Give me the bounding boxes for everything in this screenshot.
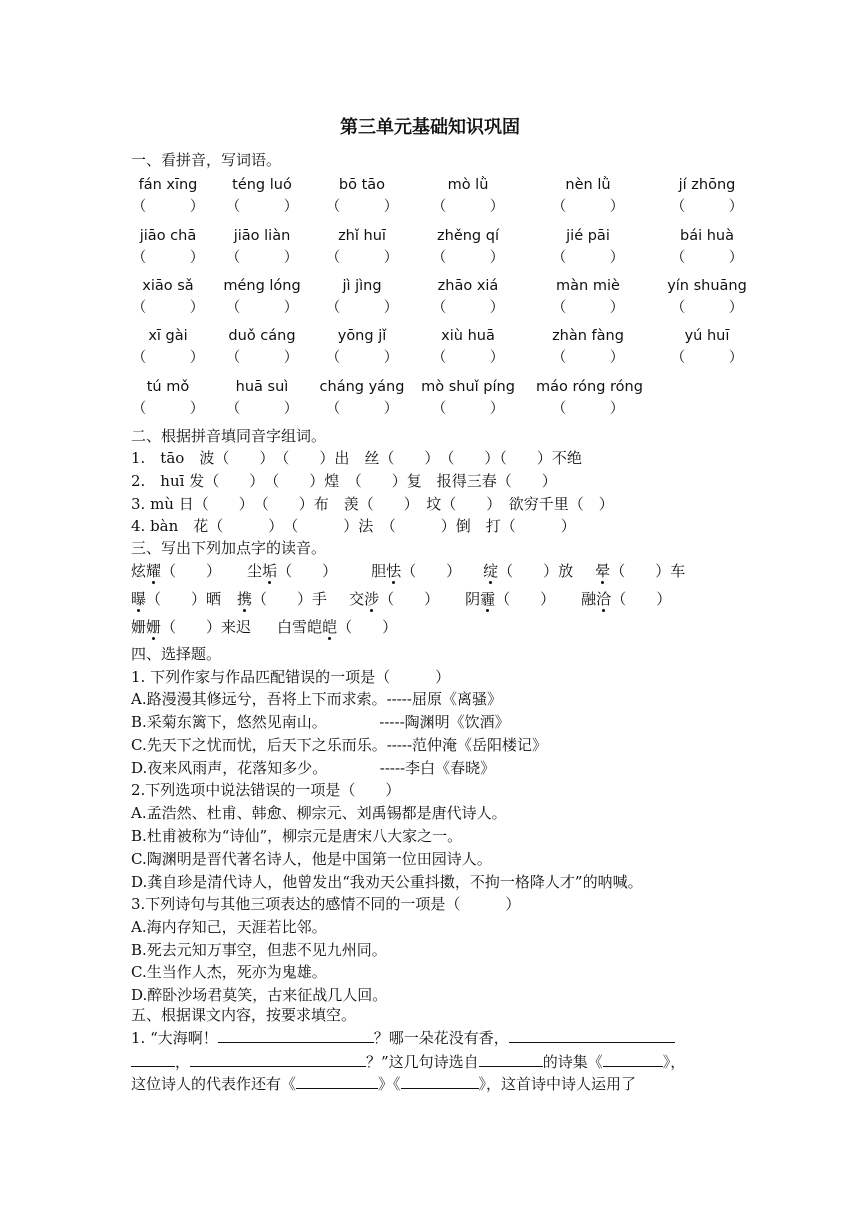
homophone-line-2: 2. huī 发（ ） （ ）煌 （ ）复 报得三春（ ） bbox=[131, 472, 557, 490]
pinyin-label: xiāo sǎ bbox=[142, 278, 194, 294]
fill-blank[interactable] bbox=[296, 1074, 378, 1089]
answer-blank: （ ） bbox=[161, 562, 222, 580]
answer-blank[interactable]: （ ） bbox=[670, 250, 744, 266]
pinyin-label: jié pāi bbox=[566, 228, 610, 244]
homophone-line-1: 1. tāo 波（ ） （ ）出 丝（ ） （ ）（ ）不绝 bbox=[131, 449, 582, 467]
dotted-char: 晕 bbox=[595, 562, 611, 580]
dotted-char: 洽 bbox=[596, 590, 612, 608]
dotted-char: 怯 bbox=[386, 562, 402, 580]
answer-blank[interactable]: （ ） bbox=[431, 300, 505, 316]
dotted-char: 垢 bbox=[262, 562, 278, 580]
choice-line: B.死去元知万事空，但悲不见九州同。 bbox=[131, 941, 387, 959]
answer-blank[interactable]: （ ） bbox=[131, 300, 205, 316]
answer-blank[interactable]: （ ） bbox=[431, 401, 505, 417]
answer-blank[interactable]: （ ） bbox=[431, 250, 505, 266]
dotted-char: 皑 bbox=[322, 618, 338, 636]
answer-blank[interactable]: （ ） bbox=[325, 199, 399, 215]
pinyin-label: bái huà bbox=[680, 228, 734, 244]
answer-blank: （ ） bbox=[379, 590, 440, 608]
answer-blank[interactable]: （ ） bbox=[225, 250, 299, 266]
char: 白雪 bbox=[277, 618, 308, 636]
section-1-heading: 一、看拼音，写词语。 bbox=[131, 151, 282, 169]
pinyin-label: jiāo liàn bbox=[233, 228, 291, 244]
choice-line: C.生当作人杰，死亦为鬼雄。 bbox=[131, 963, 327, 981]
dotted-char: 绽 bbox=[483, 562, 499, 580]
fill-text: 的诗集《 bbox=[542, 1053, 603, 1071]
pinyin-label: jiāo chā bbox=[139, 228, 197, 244]
dotted-char: 曝 bbox=[131, 590, 147, 608]
choice-line: A.孟浩然、杜甫、韩愈、柳宗元、刘禹锡都是唐代诗人。 bbox=[131, 804, 507, 822]
choice-line: D.醉卧沙场君莫笑，古来征战几人回。 bbox=[131, 986, 388, 1004]
answer-blank[interactable]: （ ） bbox=[131, 350, 205, 366]
answer-blank[interactable]: （ ） bbox=[551, 401, 625, 417]
fill-blank[interactable] bbox=[603, 1052, 663, 1067]
answer-blank: （ ） bbox=[495, 590, 556, 608]
char: 交 bbox=[349, 590, 365, 608]
homophone-line-4: 4. bàn 花（ ） （ ）法 （ ）倒 打（ ） bbox=[131, 517, 576, 535]
pinyin-label: cháng yáng bbox=[319, 379, 405, 395]
pinyin-label: téng luó bbox=[232, 177, 292, 193]
dotted-char: 涉 bbox=[364, 590, 380, 608]
char: 融 bbox=[581, 590, 597, 608]
pinyin-label: mò lǜ bbox=[447, 177, 489, 193]
choice-line: 2.下列选项中说法错误的一项是（ ） bbox=[131, 781, 401, 799]
pinyin-label: xī gài bbox=[148, 328, 188, 344]
fill-text: 》， bbox=[662, 1053, 686, 1071]
fill-text: 1. “大海啊！ bbox=[131, 1029, 218, 1047]
fill-line-3 bbox=[131, 1074, 636, 1094]
fill-text: ？”这几句诗选自 bbox=[366, 1053, 479, 1071]
choice-line: A.海内存知己，天涯若比邻。 bbox=[131, 918, 327, 936]
pinyin-label: yōng jǐ bbox=[337, 328, 387, 344]
dotted-char: 耀 bbox=[146, 562, 162, 580]
dotted-char: 姗 bbox=[146, 618, 162, 636]
reading-row-2 bbox=[131, 589, 671, 609]
answer-blank: （ ） bbox=[277, 562, 338, 580]
choice-line: C.先天下之忧而忧，后天下之乐而乐。-----范仲淹《岳阳楼记》 bbox=[131, 736, 548, 754]
fill-line-1 bbox=[131, 1028, 675, 1048]
answer-blank[interactable]: （ ） bbox=[131, 199, 205, 215]
answer-blank[interactable]: （ ） bbox=[225, 350, 299, 366]
fill-text: ， bbox=[175, 1053, 191, 1071]
char: 阴 bbox=[465, 590, 481, 608]
pinyin-label: bō tāo bbox=[338, 177, 386, 193]
pinyin-label: huā suì bbox=[235, 379, 289, 395]
pinyin-label: mò shuǐ píng bbox=[421, 379, 515, 395]
answer-blank: （ ）晒 bbox=[146, 590, 222, 608]
reading-row-1 bbox=[131, 561, 685, 581]
fill-text: 这位诗人的代表作还有《 bbox=[131, 1075, 297, 1093]
pinyin-label: jí zhōng bbox=[678, 177, 736, 193]
fill-blank[interactable] bbox=[131, 1052, 175, 1067]
answer-blank[interactable]: （ ） bbox=[325, 250, 399, 266]
fill-text: ？哪一朵花没有香， bbox=[373, 1029, 509, 1047]
answer-blank: （ ） bbox=[401, 562, 462, 580]
fill-blank[interactable] bbox=[190, 1052, 366, 1067]
answer-blank[interactable]: （ ） bbox=[131, 401, 205, 417]
pinyin-label: xiù huā bbox=[441, 328, 495, 344]
answer-blank[interactable]: （ ） bbox=[670, 350, 744, 366]
answer-blank[interactable]: （ ） bbox=[325, 300, 399, 316]
pinyin-label: zhàn fàng bbox=[552, 328, 624, 344]
choice-line: D.夜来风雨声，花落知多少。 -----李白《春晓》 bbox=[131, 759, 496, 777]
dotted-char: 霾 bbox=[480, 590, 496, 608]
dotted-char: 携 bbox=[237, 590, 253, 608]
fill-text: 》《 bbox=[378, 1075, 401, 1093]
fill-blank[interactable] bbox=[479, 1052, 543, 1067]
char: 皑 bbox=[307, 618, 323, 636]
pinyin-label: méng lóng bbox=[223, 278, 301, 294]
pinyin-label: nèn lǜ bbox=[565, 177, 611, 193]
fill-line-2 bbox=[131, 1052, 685, 1072]
char: 胆 bbox=[371, 562, 387, 580]
pinyin-label: yín shuāng bbox=[667, 278, 747, 294]
section-3-heading: 三、写出下列加点字的读音。 bbox=[131, 539, 327, 557]
choice-line: B.杜甫被称为“诗仙”，柳宗元是唐宋八大家之一。 bbox=[131, 827, 463, 845]
pinyin-label: máo róng róng bbox=[536, 379, 643, 395]
choice-line: B.采菊东篱下，悠然见南山。 -----陶渊明《饮酒》 bbox=[131, 713, 510, 731]
answer-blank: （ ） bbox=[611, 590, 672, 608]
pinyin-label: zhǐ huī bbox=[338, 228, 386, 244]
answer-blank[interactable]: （ ） bbox=[551, 300, 625, 316]
char: 炫 bbox=[131, 562, 147, 580]
char: 姗 bbox=[131, 618, 147, 636]
answer-blank[interactable]: （ ） bbox=[551, 199, 625, 215]
answer-blank[interactable]: （ ） bbox=[431, 350, 505, 366]
answer-blank: （ ）来迟 bbox=[161, 618, 252, 636]
choice-line: A.路漫漫其修远兮，吾将上下而求索。-----屈原《离骚》 bbox=[131, 690, 502, 708]
char: 尘 bbox=[247, 562, 263, 580]
fill-blank[interactable] bbox=[509, 1028, 675, 1043]
answer-blank[interactable]: （ ） bbox=[325, 401, 399, 417]
choice-line: C.陶渊明是晋代著名诗人，他是中国第一位田园诗人。 bbox=[131, 850, 492, 868]
choice-line: D.龚自珍是清代诗人，他曾发出“我劝天公重抖擞，不拘一格降人才”的呐喊。 bbox=[131, 873, 643, 891]
answer-blank: （ ）手 bbox=[252, 590, 328, 608]
pinyin-label: màn miè bbox=[556, 278, 620, 294]
pinyin-label: tú mǒ bbox=[146, 379, 190, 395]
page-title: 第三单元基础知识巩固 bbox=[340, 117, 520, 138]
reading-row-3 bbox=[131, 617, 397, 637]
fill-blank[interactable] bbox=[218, 1028, 374, 1043]
answer-blank[interactable]: （ ） bbox=[225, 199, 299, 215]
fill-blank[interactable] bbox=[401, 1074, 479, 1089]
answer-blank[interactable]: （ ） bbox=[670, 199, 744, 215]
fill-text: 》，这首诗中诗人运用了 bbox=[478, 1075, 637, 1093]
answer-blank[interactable]: （ ） bbox=[225, 401, 299, 417]
answer-blank[interactable]: （ ） bbox=[225, 300, 299, 316]
pinyin-label: zhāo xiá bbox=[437, 278, 499, 294]
choice-line: 3.下列诗句与其他三项表达的感情不同的一项是（ ） bbox=[131, 895, 521, 913]
section-2-heading: 二、根据拼音填同音字组词。 bbox=[131, 427, 327, 445]
pinyin-label: duǒ cáng bbox=[228, 328, 296, 344]
pinyin-label: yú huī bbox=[684, 328, 730, 344]
homophone-line-3: 3. mù 日（ ） （ ）布 羡（ ） 坟（ ） 欲穷千里（ ） bbox=[131, 495, 614, 513]
pinyin-label: zhěng qí bbox=[437, 228, 499, 244]
pinyin-label: jì jìng bbox=[342, 278, 382, 294]
answer-blank[interactable]: （ ） bbox=[551, 250, 625, 266]
answer-blank[interactable]: （ ） bbox=[670, 300, 744, 316]
answer-blank: （ ）放 bbox=[498, 562, 574, 580]
answer-blank[interactable]: （ ） bbox=[325, 350, 399, 366]
answer-blank[interactable]: （ ） bbox=[131, 250, 205, 266]
answer-blank: （ ） bbox=[337, 618, 398, 636]
answer-blank[interactable]: （ ） bbox=[431, 199, 505, 215]
answer-blank[interactable]: （ ） bbox=[551, 350, 625, 366]
section-4-heading: 四、选择题。 bbox=[131, 645, 222, 663]
choice-line: 1. 下列作家与作品匹配错误的一项是（ ） bbox=[131, 668, 451, 686]
answer-blank: （ ）车 bbox=[610, 562, 686, 580]
pinyin-label: fán xīng bbox=[138, 177, 198, 193]
section-5-heading: 五、根据课文内容，按要求填空。 bbox=[131, 1006, 357, 1024]
